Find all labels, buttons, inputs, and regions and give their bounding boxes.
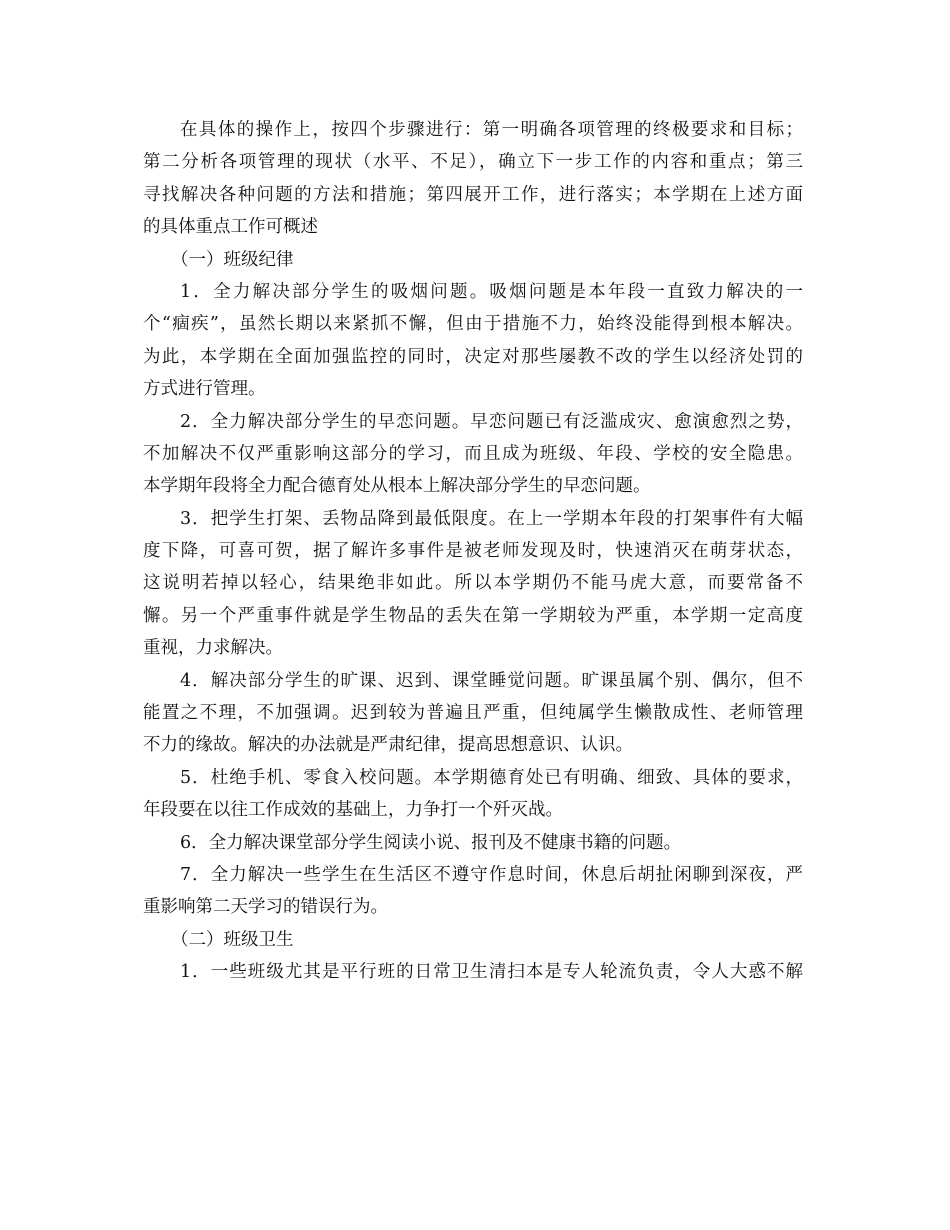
list-item xyxy=(143,276,803,406)
text-line: 为此，本学期在全面加强监控的同时，决定对那些屡教不改的学生以经济处罚的 xyxy=(143,346,803,367)
text-line: 这说明若掉以轻心，结果绝非如此。所以本学期仍不能马虎大意，而要常备不 xyxy=(143,573,803,594)
text-line: 5．杜绝手机、零食入校问题。本学期德育处已有明确、细致、具体的要求， xyxy=(180,767,803,788)
text-line: 第二分析各项管理的现状（水平、不足），确立下一步工作的内容和重点；第三 xyxy=(143,152,803,173)
text-line: 6．全力解决课堂部分学生阅读小说、报刊及不健康书籍的问题。 xyxy=(180,832,682,853)
text-line: 个“痼疾”，虽然长期以来紧抓不懈，但由于措施不力，始终没能得到根本解决。 xyxy=(143,314,803,335)
text-line: 不加解决不仅严重影响这部分的学习，而且成为班级、年段、学校的安全隐患。 xyxy=(143,443,803,464)
list-item xyxy=(143,406,803,503)
text-line: 3．把学生打架、丢物品降到最低限度。在上一学期本年段的打架事件有大幅 xyxy=(180,508,803,529)
section-heading: （二）班级卫生 xyxy=(171,929,294,950)
paragraph-intro xyxy=(143,114,803,244)
section-heading-discipline xyxy=(143,244,803,276)
text-line: 懈。另一个严重事件就是学生物品的丢失在第一学期较为严重，本学期一定高度 xyxy=(143,605,803,626)
list-item xyxy=(143,859,803,924)
text-line: 度下降，可喜可贺，据了解许多事件是被老师发现及时，快速消灭在萌芽状态， xyxy=(143,541,803,562)
section-heading: （一）班级纪律 xyxy=(171,249,294,270)
text-line: 在具体的操作上，按四个步骤进行：第一明确各项管理的终极要求和目标； xyxy=(180,120,803,140)
text-line: 的具体重点工作可概述 xyxy=(143,217,318,238)
text-line: 重视，力求解决。 xyxy=(143,638,283,659)
text-line: 4．解决部分学生的旷课、迟到、课堂睡觉问题。旷课虽属个别、偶尔，但不 xyxy=(180,670,803,691)
list-item xyxy=(143,503,803,665)
text-line: 1．全力解决部分学生的吸烟问题。吸烟问题是本年段一直致力解决的一 xyxy=(180,281,803,302)
text-line: 寻找解决各种问题的方法和措施；第四展开工作，进行落实；本学期在上述方面 xyxy=(143,184,803,205)
text-line: 不力的缘故。解决的办法就是严肃纪律，提高思想意识、认识。 xyxy=(143,735,633,756)
list-item xyxy=(143,827,803,859)
document-body xyxy=(143,114,803,989)
text-line: 重影响第二天学习的错误行为。 xyxy=(143,897,388,918)
list-item xyxy=(143,665,803,762)
text-line: 1．一些班级尤其是平行班的日常卫生清扫本是专人轮流负责，令人大惑不解 xyxy=(180,962,803,983)
text-line: 2．全力解决部分学生的早恋问题。早恋问题已有泛滥成灾、愈演愈烈之势， xyxy=(180,411,803,432)
text-line: 方式进行管理。 xyxy=(143,379,266,400)
text-line: 能置之不理，不加强调。迟到较为普遍且严重，但纯属学生懒散成性、老师管理 xyxy=(143,703,803,724)
text-line: 7．全力解决一些学生在生活区不遵守作息时间，休息后胡扯闲聊到深夜，严 xyxy=(180,864,803,885)
list-item xyxy=(143,762,803,827)
list-item xyxy=(143,956,803,988)
text-line: 年段要在以往工作成效的基础上，力争打一个歼灭战。 xyxy=(143,800,563,821)
text-line: 本学期年段将全力配合德育处从根本上解决部分学生的早恋问题。 xyxy=(143,476,651,497)
section-heading-hygiene xyxy=(143,924,803,956)
